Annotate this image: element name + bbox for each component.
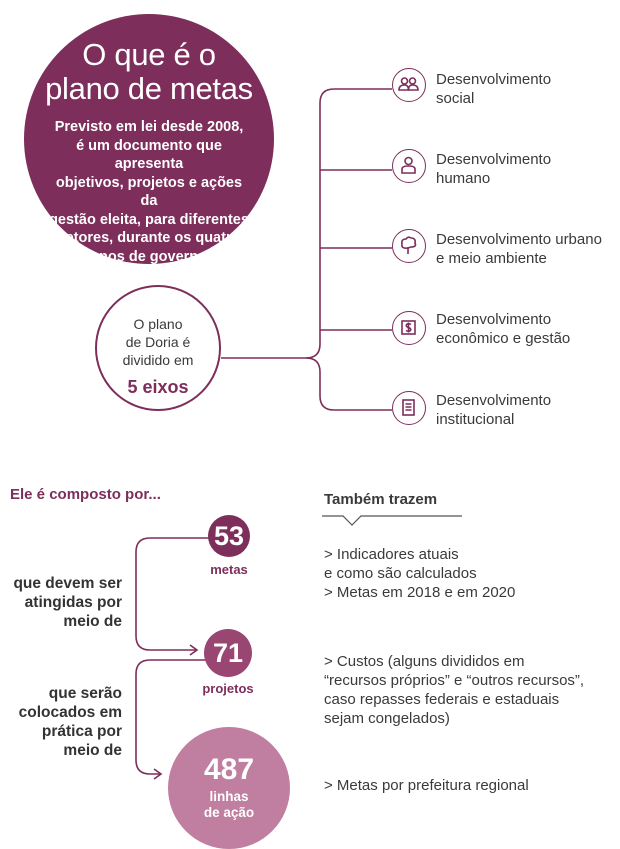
metas-label: metas <box>210 562 248 577</box>
plan-text: O plano de Doria é dividido em <box>122 316 194 368</box>
axis-label-social: Desenvolvimento social <box>436 71 552 107</box>
plan-highlight: 5 eixos <box>127 377 189 397</box>
axis-label-economico: Desenvolvimento econômico e gestão <box>436 311 571 347</box>
page-title: O que é o plano de metas <box>45 37 253 106</box>
axis-label-humano: Desenvolvimento humano <box>436 151 552 187</box>
also-item-1: > Indicadores atuais e como são calculados > Metas em 2018 e em 2020 <box>324 546 516 601</box>
intro-description: Previsto em lei desde 2008, é um documento que apresenta objetivos, projetos e ações da gestão eleita, para diferentes setores, durante os quatro anos de governo <box>49 119 249 265</box>
tree-icon <box>392 229 426 263</box>
plan-circle <box>95 285 221 411</box>
projetos-label: projetos <box>202 681 254 696</box>
intro-circle <box>24 14 274 264</box>
projetos-circle <box>204 629 252 677</box>
linhas-circle <box>168 727 290 849</box>
person-icon <box>392 149 426 183</box>
also-heading: Também trazem <box>324 491 438 508</box>
also-item-3: > Metas por prefeitura regional <box>324 777 529 794</box>
linhas-label: linhas de ação <box>203 789 255 820</box>
metas-circle <box>208 515 250 557</box>
composition-heading: Ele é composto por... <box>10 486 161 503</box>
connector-text-2: que serão colocados em prática por meio de <box>18 685 122 759</box>
connector-text-1: que devem ser atingidas por meio de <box>13 575 122 630</box>
people-icon <box>392 68 426 102</box>
linhas-value: 487 <box>203 753 255 786</box>
axis-label-institucional: Desenvolvimento institucional <box>436 392 552 428</box>
projetos-value: 71 <box>212 638 244 668</box>
metas-value: 53 <box>213 521 245 551</box>
document-icon <box>392 391 426 425</box>
also-item-2: > Custos (alguns divididos em “recursos próprios” e “outros recursos”, caso repasses federais e estaduais sejam congelados) <box>324 653 585 727</box>
axis-label-urbano: Desenvolvimento urbano e meio ambiente <box>436 231 602 267</box>
money-icon <box>392 311 426 345</box>
